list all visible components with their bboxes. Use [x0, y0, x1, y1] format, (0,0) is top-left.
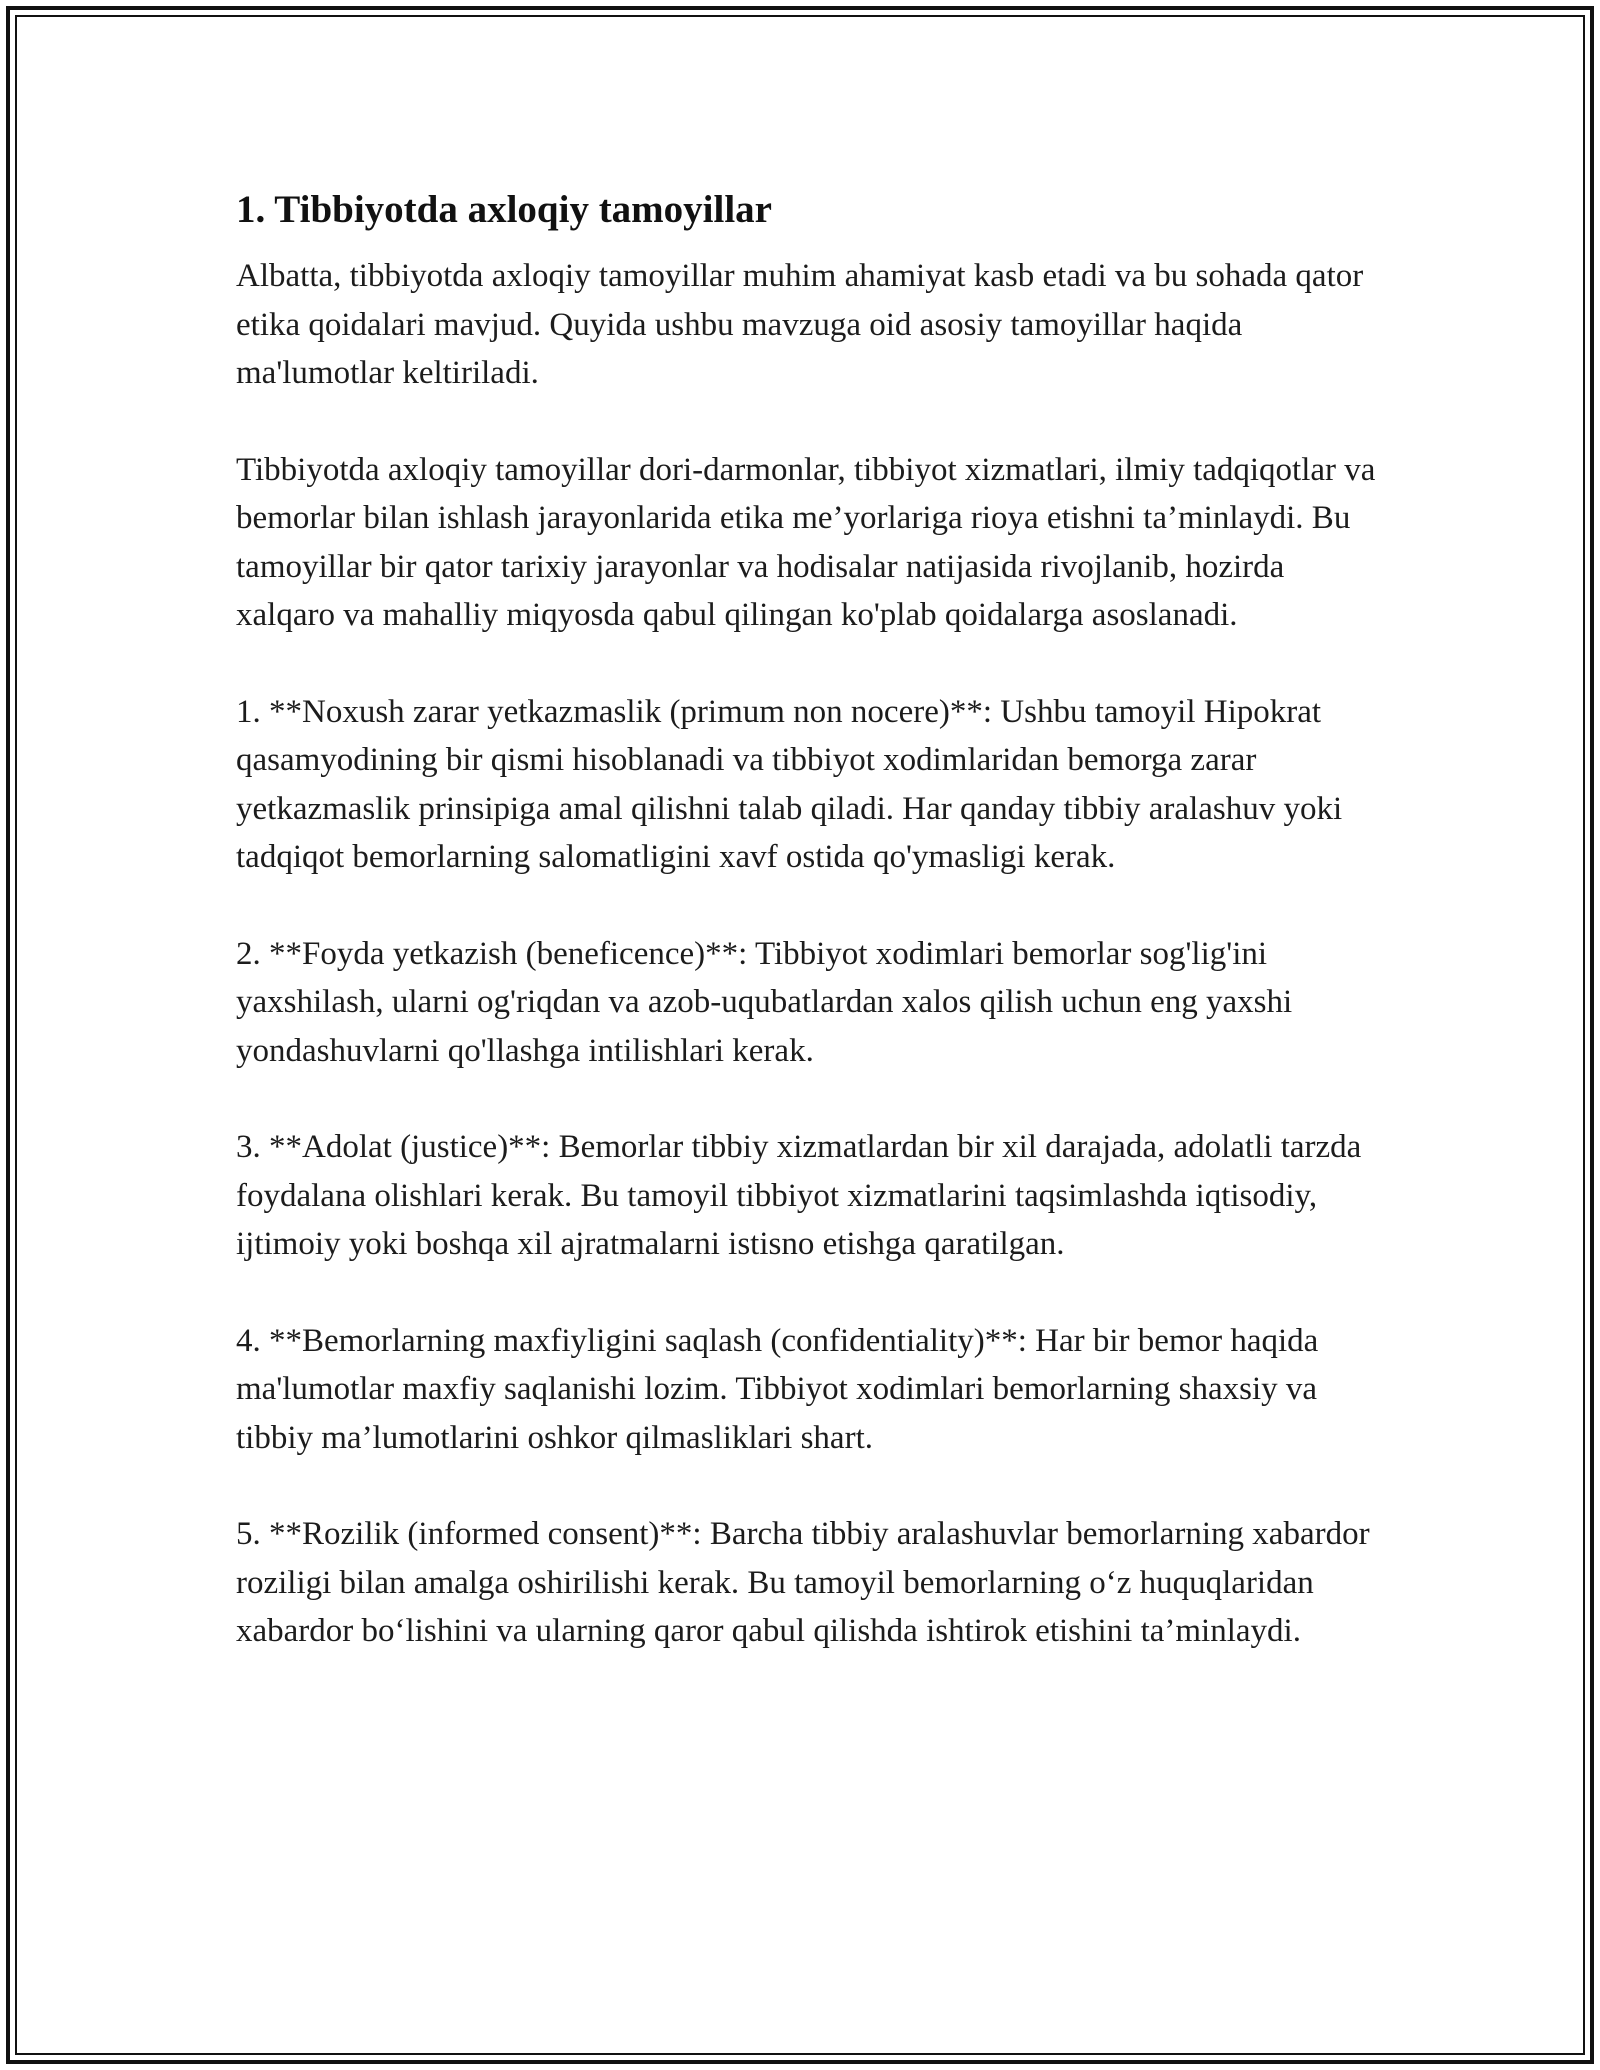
intro-paragraph: Albatta, tibbiyotda axloqiy tamoyillar muhim ahamiyat kasb etadi va bu sohada qator etika qoidalari mavjud. Quyida ushbu mavzuga oid asosiy tamoyillar haqida ma'lumotlar keltiriladi.: [236, 258, 1364, 391]
context-paragraph: Tibbiyotda axloqiy tamoyillar dori-darmonlar, tibbiyot xizmatlari, ilmiy tadqiqotlar va bemorlar bilan ishlash jarayonlarida etika me’yorlariga rioya etishni ta’minlaydi. Bu tamoyillar bir qator tarixiy jarayonlar va hodisalar natijasida rivojlanib, hozirda xalqaro va mahalliy miqyosda qabul qilingan ko'plab qoidalarga asoslanadi.: [236, 451, 1376, 633]
document-body: [236, 186, 1386, 1656]
principle-item-non-maleficence: 1. **Noxush zarar yetkazmaslik (primum non nocere)**: Ushbu tamoyil Hipokrat qasamyodining bir qismi hisoblanadi va tibbiyot xodimlaridan bemorga zarar yetkazmaslik prinsipiga amal qilishni talab qiladi. Har qanday tibbiy aralashuv yoki tadqiqot bemorlarning salomatligini xavf ostida qo'ymasligi kerak.: [236, 693, 1343, 875]
principle-item-beneficence: 2. **Foyda yetkazish (beneficence)**: Tibbiyot xodimlari bemorlar sog'lig'ini yaxshilash, ularni og'riqdan va azob-uqubatlardan xalos qilish uchun eng yaxshi yondashuvlarni qo'llashga intilishlari kerak.: [236, 935, 1293, 1069]
principle-item-confidentiality: 4. **Bemorlarning maxfiyligini saqlash (confidentiality)**: Har bir bemor haqida ma'lumotlar maxfiy saqlanishi lozim. Tibbiyot xodimlari bemorlarning shaxsiy va tibbiy ma’lumotlarini oshkor qilmasliklari shart.: [236, 1322, 1319, 1456]
principle-item-informed-consent: 5. **Rozilik (informed consent)**: Barcha tibbiy aralashuvlar bemorlarning xabardor roziligi bilan amalga oshirilishi kerak. Bu tamoyil bemorlarning o‘z huquqlaridan xabardor bo‘lishini va ularning qaror qabul qilishda ishtirok etishini ta’minlaydi.: [236, 1516, 1370, 1649]
principle-item-justice: 3. **Adolat (justice)**: Bemorlar tibbiy xizmatlardan bir xil darajada, adolatli tarzda foydalana olishlari kerak. Bu tamoyil tibbiyot xizmatlarini taqsimlashda iqtisodiy, ijtimoiy yoki boshqa xil ajratmalarni istisno etishga qaratilgan.: [236, 1129, 1362, 1262]
document-title: 1. Tibbiyotda axloqiy tamoyillar: [236, 188, 772, 231]
